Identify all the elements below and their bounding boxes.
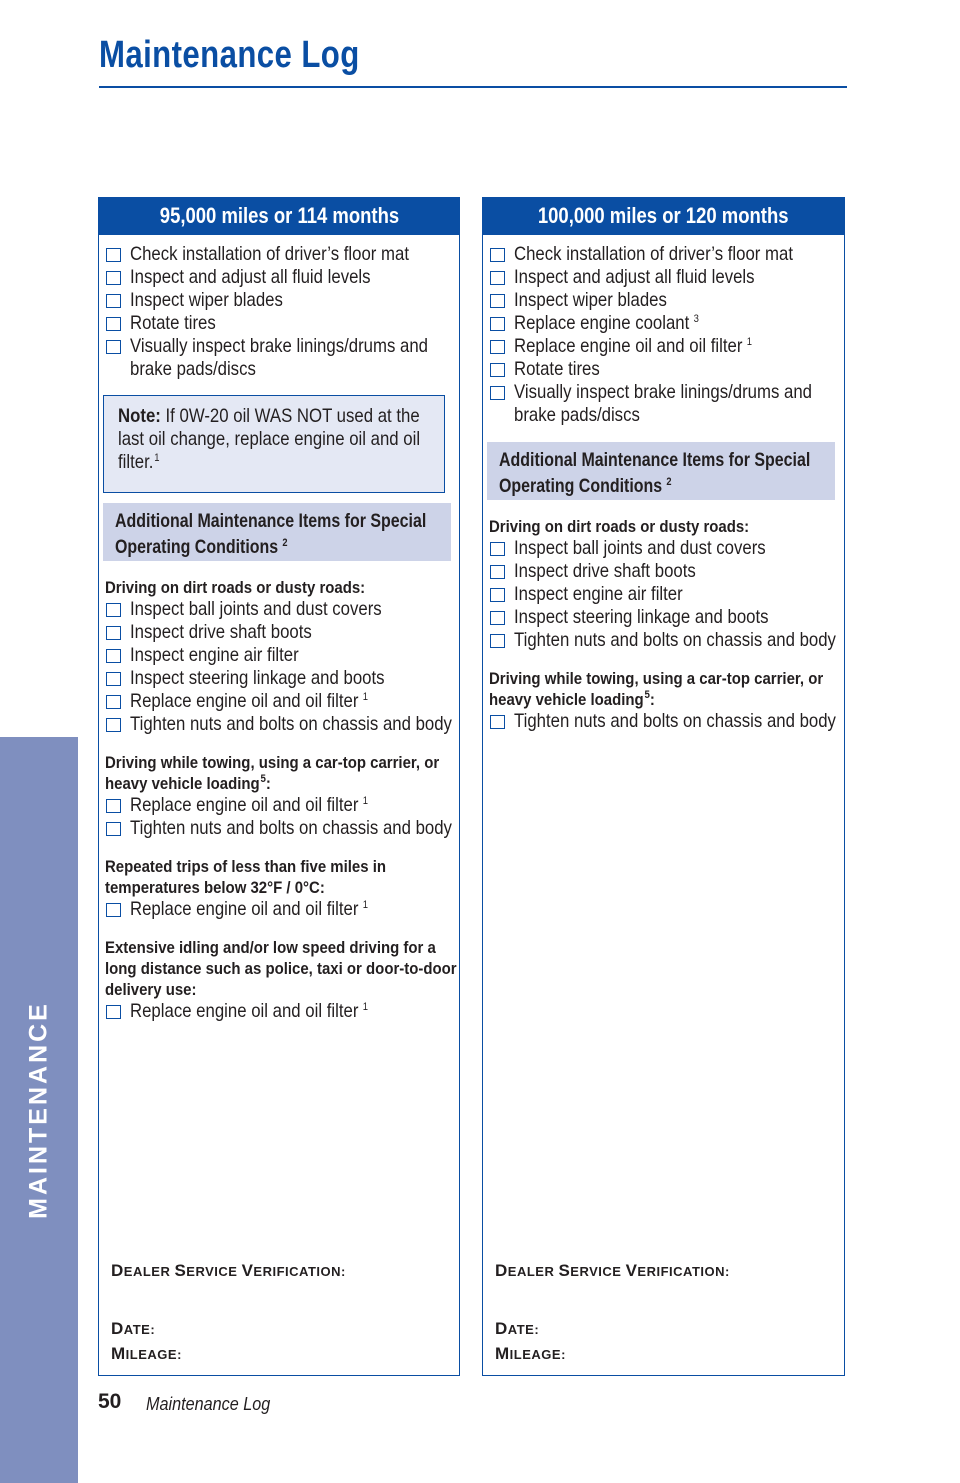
footnote-ref: 2 [666,475,672,488]
page-title: Maintenance Log [99,34,360,76]
checkbox[interactable] [106,294,121,308]
column-body [99,235,459,1023]
footer-label: Maintenance Log [146,1394,271,1414]
checklist-item [105,266,459,289]
checklist [105,243,459,381]
checklist-item-label: Inspect drive shaft boots [514,560,696,582]
checkbox[interactable] [106,695,121,709]
footnote-ref: 5 [260,773,266,786]
checkbox[interactable] [106,903,121,917]
column-body [483,235,844,733]
checklist-item-label: Check installation of driver’s floor mat [130,243,410,265]
checkbox[interactable] [106,340,121,354]
checklist-item [489,312,844,335]
mileage-label: MILEAGE: [111,1344,182,1363]
footnote-ref: 1 [362,794,368,807]
note-text: If 0W-20 oil WAS NOT used at the last oil change, replace engine oil and oil filter. [118,405,421,473]
checklist-item [489,537,844,560]
checklist-item-label: Replace engine coolant [514,312,690,334]
checklist-item [105,1000,459,1023]
checkbox[interactable] [490,386,505,400]
checklist-item-label: Inspect and adjust all fluid levels [130,266,371,288]
conditions [489,516,844,733]
checkbox[interactable] [106,822,121,836]
dealer-verification-label: DEALER SERVICE VERIFICATION: [495,1261,730,1280]
checkbox[interactable] [490,340,505,354]
checklist-item-label: Inspect steering linkage and boots [130,667,385,689]
side-tab-label: MAINTENANCE [24,1001,53,1219]
checklist-item [489,381,844,427]
checklist-item-label: Replace engine oil and oil filter [130,690,359,712]
checkbox[interactable] [106,649,121,663]
checklist-item-label: Tighten nuts and bolts on chassis and body [130,713,452,735]
condition-title: Driving on dirt roads or dusty roads: [105,578,366,597]
checkbox[interactable] [106,317,121,331]
checklist-item [105,644,459,667]
checklist-item [105,243,459,266]
checklist-item-label: Tighten nuts and bolts on chassis and body [130,817,452,839]
checklist-item-label: Inspect engine air filter [130,644,299,666]
checklist-item-label: Inspect steering linkage and boots [514,606,769,628]
checkbox[interactable] [490,271,505,285]
condition-title: Repeated trips of less than five miles in temperatures below 32°F / 0°C: [105,857,387,897]
checklist-item-label: Rotate tires [514,358,600,380]
checklist-item-label: Tighten nuts and bolts on chassis and body [514,710,836,732]
checkbox[interactable] [490,248,505,262]
checkbox[interactable] [490,634,505,648]
checklist-item-label: Replace engine oil and oil filter [130,1000,359,1022]
checklist-item [105,690,459,713]
checklist-item [489,335,844,358]
checklist-item-label: Replace engine oil and oil filter [514,335,743,357]
footnote-ref: 5 [644,689,650,702]
checkbox[interactable] [490,715,505,729]
checklist-item-label: Rotate tires [130,312,216,334]
checklist-item [489,606,844,629]
checklist-item-label: Visually inspect brake linings/drums and brake pads/discs [130,335,428,380]
checklist-item [489,289,844,312]
checklist-item [489,266,844,289]
checklist-item [105,817,459,840]
note-box [103,395,445,493]
checkbox[interactable] [106,799,121,813]
checklist-item-label: Tighten nuts and bolts on chassis and body [514,629,836,651]
checkbox[interactable] [106,718,121,732]
checkbox[interactable] [490,565,505,579]
footnote-ref: 1 [154,451,160,464]
checkbox[interactable] [490,542,505,556]
checklist-item-label: Replace engine oil and oil filter [130,898,359,920]
additional-items-header: Additional Maintenance Items for Special Operating Conditions $^2$ [103,503,451,561]
checkbox[interactable] [490,588,505,602]
checklist-item-label: Inspect wiper blades [130,289,283,311]
checkbox[interactable] [490,294,505,308]
checkbox[interactable] [106,672,121,686]
checklist-item [489,710,844,733]
footnote-ref: 1 [362,690,368,703]
checklist-item-label: Inspect drive shaft boots [130,621,312,643]
checklist [489,243,844,427]
footnote-ref: 1 [362,898,368,911]
checklist-item [489,358,844,381]
mileage-label: MILEAGE: [495,1344,566,1363]
checklist-item [105,794,459,817]
condition-group [105,937,459,1023]
footnote-ref: 3 [693,312,699,325]
checklist-item [489,560,844,583]
column-header: 100,000 miles or 120 months [482,197,845,235]
condition-group [105,856,459,921]
footnote-ref: 1 [362,1000,368,1013]
checklist-item [105,335,459,381]
checkbox[interactable] [106,271,121,285]
condition-group [489,668,844,733]
checklist-item [489,583,844,606]
column-header: 95,000 miles or 114 months [98,197,460,235]
maintenance-column-95k [98,197,460,1376]
condition-group [489,516,844,652]
checkbox[interactable] [490,317,505,331]
checkbox[interactable] [106,248,121,262]
condition-group [105,577,459,736]
footnote-ref: 2 [282,536,288,549]
dealer-verification-label: DEALER SERVICE VERIFICATION: [111,1261,346,1280]
checklist-item-label: Inspect and adjust all fluid levels [514,266,755,288]
checkbox[interactable] [106,603,121,617]
checklist-item-label: Visually inspect brake linings/drums and brake pads/discs [514,381,812,426]
checklist-item-label: Inspect engine air filter [514,583,683,605]
condition-title: Driving while towing, using a car-top carrier, or heavy vehicle loading$^5$: [489,669,824,709]
note-label: Note: [118,405,161,427]
checklist-item-label: Inspect ball joints and dust covers [514,537,766,559]
date-label: DATE: [495,1319,540,1338]
checklist-item [105,713,459,736]
checklist-item-label: Check installation of driver’s floor mat [514,243,794,265]
conditions [105,577,459,1023]
checklist-item-label: Replace engine oil and oil filter [130,794,359,816]
maintenance-column-100k [482,197,845,1376]
checklist-item [105,898,459,921]
date-label: DATE: [111,1319,156,1338]
checklist-item-label: Inspect wiper blades [514,289,667,311]
condition-title: Driving while towing, using a car-top carrier, or heavy vehicle loading$^5$: [105,753,440,793]
condition-title: Driving on dirt roads or dusty roads: [489,517,750,536]
checklist-item-label: Inspect ball joints and dust covers [130,598,382,620]
additional-items-header: Additional Maintenance Items for Special Operating Conditions $^2$ [487,442,835,500]
checklist-item [489,629,844,652]
checkbox[interactable] [490,611,505,625]
checklist-item [105,289,459,312]
page-number: 50 [98,1390,122,1413]
checklist-item [105,312,459,335]
checklist-item [105,621,459,644]
checklist-item [105,667,459,690]
condition-title: Extensive idling and/or low speed driving for a long distance such as police, taxi or door-to-door delivery use: [105,938,457,999]
checkbox[interactable] [106,626,121,640]
footnote-ref: 1 [746,335,752,348]
checklist-item [489,243,844,266]
title-rule [99,86,847,88]
condition-group [105,752,459,840]
checklist-item [105,598,459,621]
checkbox[interactable] [490,363,505,377]
checkbox[interactable] [106,1005,121,1019]
